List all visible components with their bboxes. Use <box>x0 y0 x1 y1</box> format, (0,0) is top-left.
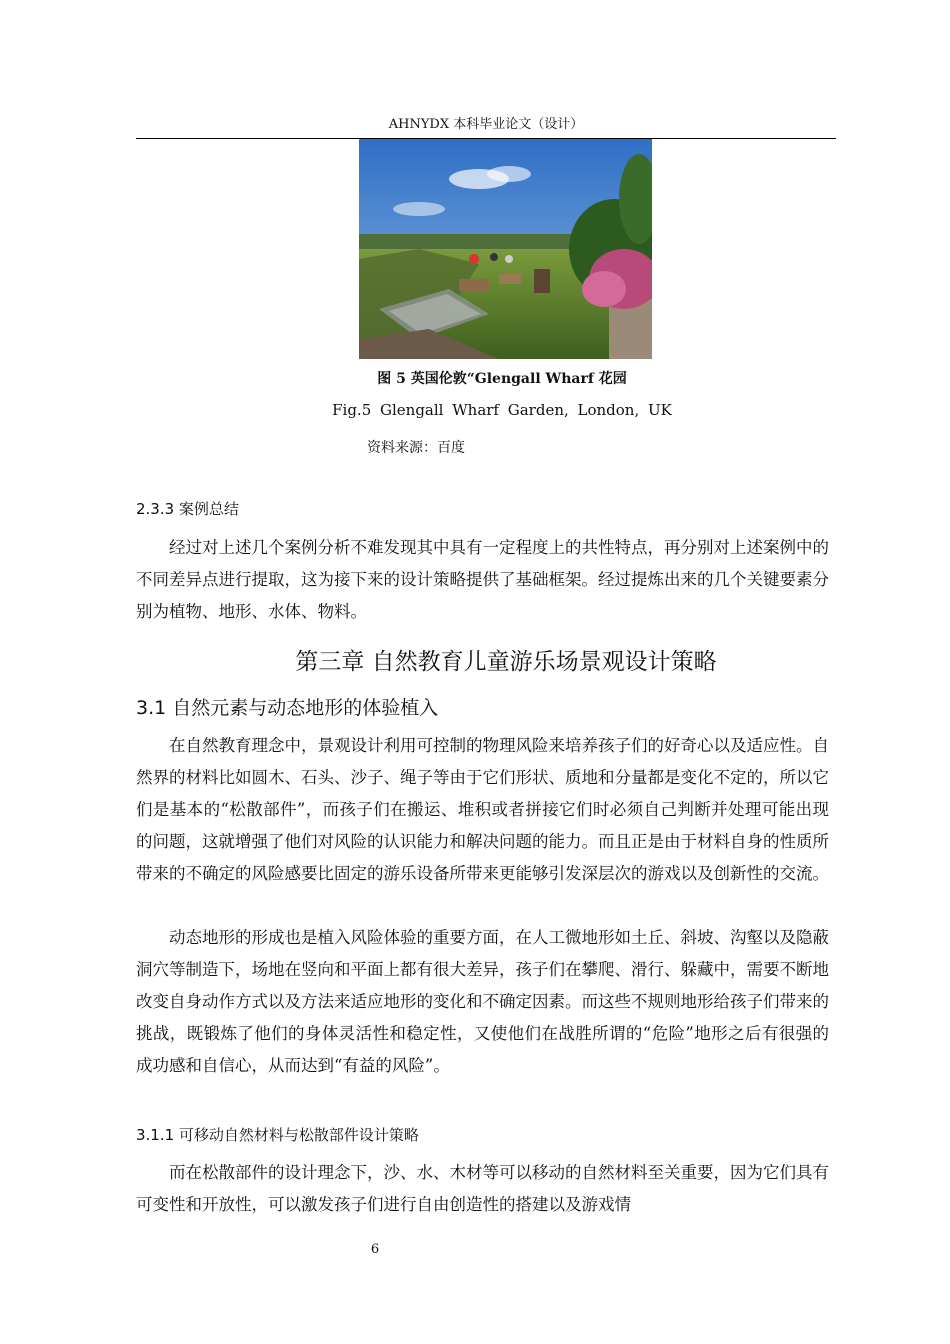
figure-source: 资料来源：百度 <box>367 440 465 456</box>
chapter-3-title: 第三章 自然教育儿童游乐场景观设计策略 <box>295 649 717 675</box>
figure-caption-english: Fig.5 Glengall Wharf Garden, London, UK <box>332 401 672 419</box>
page-number: 6 <box>370 1242 380 1257</box>
garden-photo <box>359 139 652 359</box>
section-2-3-3-paragraph: 经过对上述几个案例分析不难发现其中具有一定程度上的共性特点，再分别对上述案例中的不同差异点进行提取，这为接下来的设计策略提供了基础框架。经过提炼出来的几个关键要素分别为植物、地形、水体、物料。 <box>136 538 829 621</box>
section-3-1-paragraph-1: 在自然教育理念中，景观设计利用可控制的物理风险来培养孩子们的好奇心以及适应性。自然界的材料比如圆木、石头、沙子、绳子等由于它们形状、质地和分量都是变化不定的，所以它们是基本的“松散部件”，而孩子们在搬运、堆积或者拼接它们时必须自己判断并处理可能出现的问题，这就增强了他们对风险的认识能力和解决问题的能力。而且正是由于材料自身的性质所带来的不确定的风险感要比固定的游乐设备所带来更能够引发深层次的游戏以及创新性的交流。 <box>136 736 829 883</box>
section-2-3-3-heading: 2.3.3 案例总结 <box>136 500 239 518</box>
section-3-1-1-heading: 3.1.1 可移动自然材料与松散部件设计策略 <box>136 1126 419 1144</box>
section-3-1-1-paragraph: 而在松散部件的设计理念下，沙、水、木材等可以移动的自然材料至关重要，因为它们具有可变性和开放性，可以激发孩子们进行自由创造性的搭建以及游戏情 <box>136 1163 829 1214</box>
page-header: AHNYDX 本科毕业论文（设计） <box>136 112 836 139</box>
section-3-1-heading: 3.1 自然元素与动态地形的体验植入 <box>136 697 439 719</box>
section-3-1-paragraph-2: 动态地形的形成也是植入风险体验的重要方面，在人工微地形如土丘、斜坡、沟壑以及隐蔽洞穴等制造下，场地在竖向和平面上都有很大差异，孩子们在攀爬、滑行、躲藏中，需要不断地改变自身动作方式以及方法来适应地形的变化和不确定因素。而这些不规则地形给孩子们带来的挑战，既锻炼了他们的身体灵活性和稳定性，又使他们在战胜所谓的“危险”地形之后有很强的成功感和自信心，从而达到“有益的风险”。 <box>136 928 829 1075</box>
garden-photo-illustration <box>359 139 652 359</box>
figure-caption-chinese: 图 5 英国伦敦“Glengall Wharf 花园 <box>377 371 627 387</box>
